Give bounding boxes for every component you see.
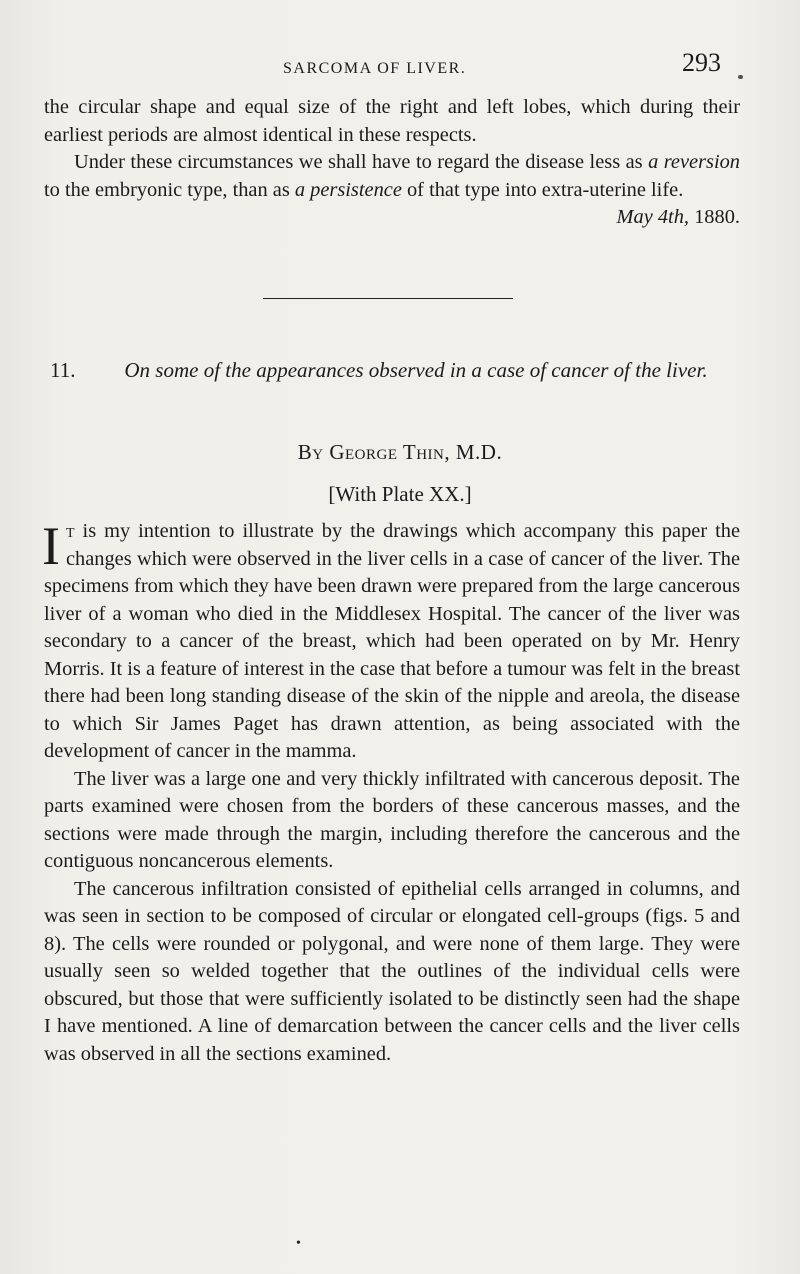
plate-note: [With Plate XX.] xyxy=(328,482,472,506)
page-number: 293 xyxy=(682,48,721,77)
date-label: May 4th, xyxy=(616,206,689,228)
running-head xyxy=(0,48,800,88)
article-paragraph-2: The liver was a large one and very thickly infiltrated with cancerous deposit. The parts examined were chosen from the borders of these cancerous masses, and the sections were made through the margin, including therefore the cancerous and the contiguous noncancerous elements. xyxy=(44,767,740,872)
drop-cap: I xyxy=(42,516,60,576)
emphasis-reversion: a reversion xyxy=(648,151,740,173)
article-paragraph-3: The cancerous infiltration consisted of epithelial cells arranged in columns, and was seen in section to be composed of circular or elongated cell-groups (figs. 5 and 8). The cells were rounded or polygonal, and were none of them large. They were usually seen so welded together that the outlines of the individual cells were obscured, but those that were sufficiently isolated to be distinctly seen had the shape I have mentioned. A line of demarcation between the cancer cells and the liver cells was observed in all the sections examined. xyxy=(44,877,740,1065)
previous-paragraph-2-end: of that type into extra-uterine life. xyxy=(401,178,684,201)
article-title: On some of the appearances observed in a case of cancer of the liver. xyxy=(124,358,708,382)
print-speck xyxy=(738,75,743,79)
article-heading xyxy=(44,356,740,384)
previous-paragraph-2-middle: to the embryonic type, than as xyxy=(44,178,295,201)
previous-paragraph-1: the circular shape and equal size of the right and left lobes, which during their earliest periods are almost identical in these respects. xyxy=(44,96,740,146)
previous-paragraph-2-start: Under these circumstances we shall have to regard the disease less as xyxy=(74,151,649,173)
section-divider xyxy=(263,298,513,299)
emphasis-persistence: a persistence xyxy=(294,178,402,201)
article-byline: By George Thin, M.D. xyxy=(297,440,503,464)
article-paragraph-1 xyxy=(44,518,740,766)
article-date xyxy=(587,204,740,232)
paragraph-1-lead: t xyxy=(65,520,75,542)
article-body xyxy=(44,518,740,1068)
previous-paragraph-2 xyxy=(44,149,740,228)
article-number: 11. xyxy=(50,358,76,382)
print-dot: • xyxy=(296,1236,301,1251)
paragraph-1-text: is my intention to illustrate by the drawings which accompany this paper the changes which were observed in the liver cells in a case of cancer of the liver. The specimens from which they have been drawn were prepared from the large cancerous liver of a woman who died in the Middlesex Hospital. The cancer of the liver was secondary to a cancer of the breast, which had been operated on by Mr. Henry Morris. It is a feature of interest in the case that before a tumour was felt in the breast there had been long standing disease of the skin of the nipple and areola, the disease to which Sir James Paget has drawn attention, as being associated with the development of cancer in the mamma. xyxy=(44,520,740,762)
date-year: 1880. xyxy=(694,206,740,228)
running-title: SARCOMA OF LIVER. xyxy=(283,60,467,77)
previous-article-ending xyxy=(44,94,740,232)
